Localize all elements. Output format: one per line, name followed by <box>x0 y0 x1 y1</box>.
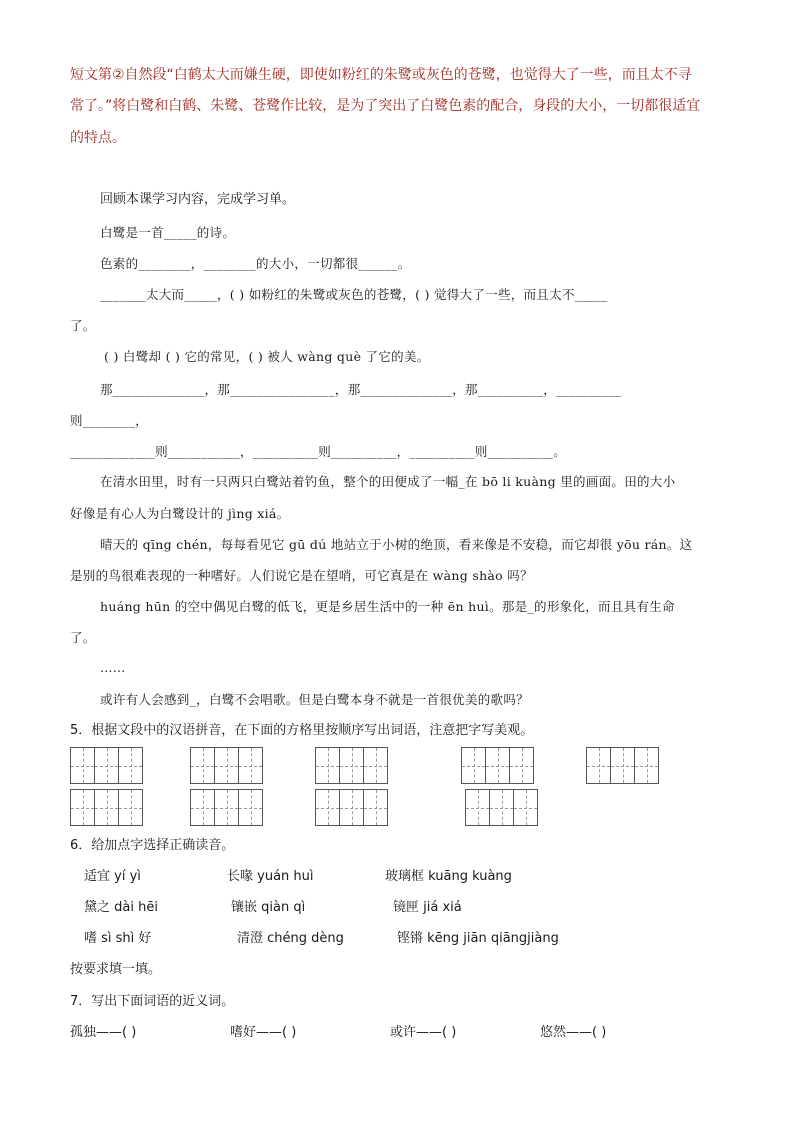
worksheet-line-3: _______太大而_____，( ) 如粉红的朱鹭或灰色的苍鹭，( ) 觉得大了一些，而且太不_____ <box>100 287 608 302</box>
q6-item-8[interactable]: 清澄 chéng dèng <box>237 931 344 946</box>
worksheet-intro: 回顾本课学习内容，完成学习单。 <box>100 192 296 207</box>
writing-grid-word-3[interactable] <box>315 747 387 784</box>
worksheet-line-1: 白鹭是一首_____的诗。 <box>100 225 236 240</box>
worksheet-line-4: 了。 <box>70 318 96 333</box>
passage-line-1a: 在清水田里，时有一只两只白鹭站着钓鱼，整个的田便成了一幅_在 bō li kuàng 里的画面。田的大小 <box>100 474 676 489</box>
writing-grid-word-7[interactable] <box>190 789 262 826</box>
worksheet-line-6: 那______________，那________________，那______________，那__________，__________ <box>100 382 622 397</box>
analysis-line-3: 的特点。 <box>70 130 126 146</box>
passage-ellipsis: …… <box>100 660 126 675</box>
passage-line-4: 或许有人会感到_，白鹭不会唱歌。但是白鹭本身不就是一首很优美的歌吗？ <box>100 692 529 707</box>
analysis-line-2: 常了。”将白鹭和白鹤、朱鹭、苍鹭作比较，是为了突出了白鹭色素的配合，身段的大小，一切都很适宜 <box>70 98 701 114</box>
passage-line-3b: 了。 <box>70 630 96 645</box>
passage-line-1b: 好像是有心人为白鹭设计的 jìng xiá。 <box>70 506 290 521</box>
q7-item-4[interactable]: 悠然——( ) <box>540 1025 607 1040</box>
q6-item-2[interactable]: 长喙 yuán huì <box>227 869 314 884</box>
writing-grid-word-1[interactable] <box>70 747 142 784</box>
q6-note: 按要求填一填。 <box>70 962 162 977</box>
worksheet-line-7: 则________， <box>70 413 148 428</box>
q6-item-6[interactable]: 镜匣 jiá xiá <box>393 900 462 915</box>
passage-line-2b: 是别的鸟很难表现的一种嗜好。人们说它是在望哨，可它真是在 wàng shào 吗？ <box>70 568 533 583</box>
q7-title: 7．写出下面词语的近义词。 <box>70 994 235 1009</box>
q7-item-2[interactable]: 嗜好——( ) <box>230 1025 297 1040</box>
analysis-line-1: 短文第②自然段“白鹤太大而嫌生硬，即使如粉红的朱鹭或灰色的苍鹭，也觉得大了一些，而且太不寻 <box>70 67 692 83</box>
writing-grid-word-8[interactable] <box>315 789 387 826</box>
q6-item-5[interactable]: 镶嵌 qiàn qì <box>231 900 306 915</box>
writing-grid-row-1 <box>0 747 794 785</box>
q7-item-3[interactable]: 或许——( ) <box>390 1025 457 1040</box>
writing-grid-row-2 <box>0 789 794 827</box>
writing-grid-word-6[interactable] <box>70 789 142 826</box>
worksheet-line-5: ( ) 白鹭却 ( ) 它的常见，( ) 被人 wàng què 了它的美。 <box>104 349 430 364</box>
writing-grid-word-4[interactable] <box>461 747 533 784</box>
q6-item-9[interactable]: 铿锵 kēng jiān qiāngjiàng <box>397 931 559 946</box>
q5-title: 5．根据文段中的汉语拼音，在下面的方格里按顺序写出词语，注意把字写美观。 <box>70 723 534 738</box>
q6-item-3[interactable]: 玻璃框 kuāng kuàng <box>385 869 512 884</box>
writing-grid-word-2[interactable] <box>190 747 262 784</box>
writing-grid-word-9[interactable] <box>465 789 537 826</box>
passage-line-2a: 晴天的 qīng chén，每每看见它 gū dú 地站立于小树的绝顶，看来像是不安稳，而它却很 yōu rán。这 <box>100 537 693 552</box>
worksheet-line-2: 色素的________，________的大小，一切都很______。 <box>100 256 411 271</box>
q6-item-4[interactable]: 黛之 dài hēi <box>84 900 158 915</box>
q6-item-1[interactable]: 适宜 yí yì <box>84 869 141 884</box>
q7-item-1[interactable]: 孤独——( ) <box>70 1025 137 1040</box>
worksheet-line-8: _____________则___________，__________则__________，__________则__________。 <box>70 444 566 459</box>
passage-line-3a: huáng hūn 的空中偶见白鹭的低飞，更是乡居生活中的一种 ēn huì。那是_的形象化，而且具有生命 <box>100 599 675 614</box>
q6-title: 6．给加点字选择正确读音。 <box>70 838 235 853</box>
writing-grid-word-5[interactable] <box>586 747 658 784</box>
q6-item-7[interactable]: 嗜 sì shì 好 <box>84 931 152 946</box>
